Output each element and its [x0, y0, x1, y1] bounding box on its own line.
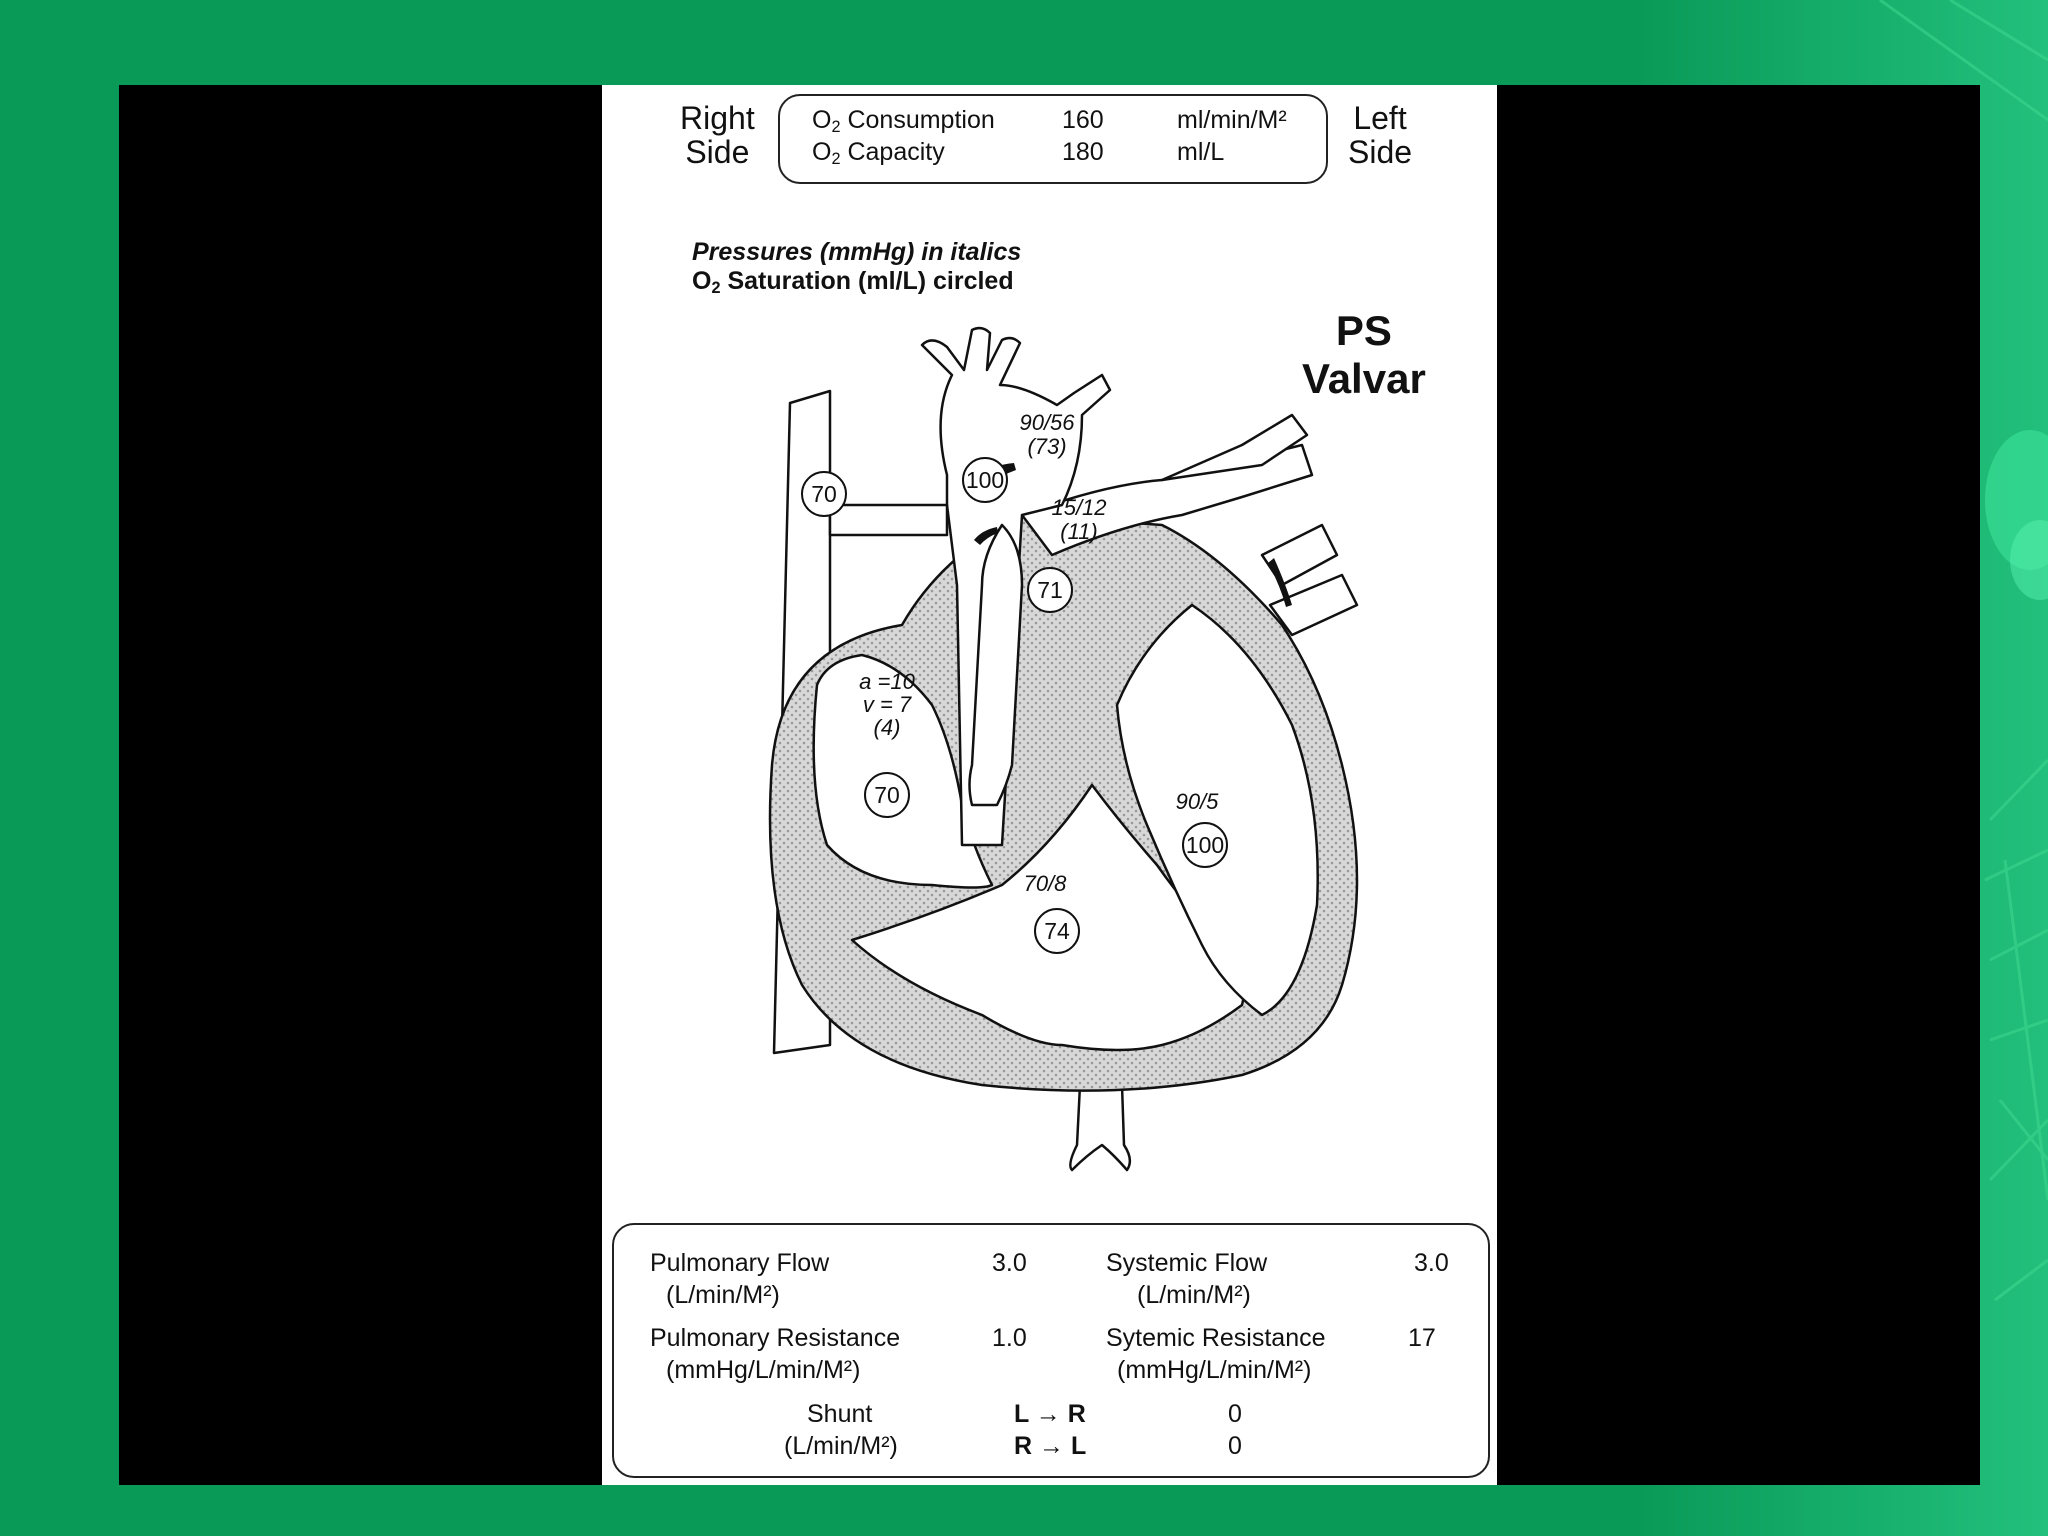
shunt-rl-value: 0	[1228, 1432, 1242, 1460]
sat-lv: 100	[1185, 832, 1225, 858]
pressure-pa: 15/12	[1051, 495, 1107, 520]
saturation-legend-sub: 2	[711, 279, 721, 298]
shunt-label: Shunt	[807, 1400, 873, 1428]
shunt-unit: (L/min/M²)	[784, 1432, 898, 1460]
pressure-aorta-mean: (73)	[1027, 434, 1067, 459]
pulmonary-flow-label: Pulmonary Flow	[650, 1249, 830, 1277]
saturation-legend-text: Saturation (ml/L) circled	[727, 267, 1014, 295]
o2-consumption-unit: ml/min/M²	[1177, 106, 1287, 134]
left-side-line1: Left	[1353, 100, 1407, 136]
o2-consumption-text: Consumption	[847, 106, 995, 134]
systemic-resistance-label: Sytemic Resistance	[1106, 1324, 1326, 1352]
pulmonary-flow-unit: (L/min/M²)	[666, 1281, 780, 1309]
o2-capacity-sub: 2	[831, 150, 841, 169]
diagram-panel	[602, 85, 1497, 1485]
pulmonary-resistance-value: 1.0	[992, 1324, 1027, 1352]
o2-capacity-unit: ml/L	[1177, 138, 1225, 166]
sat-ra: 70	[874, 782, 900, 808]
descending-aorta	[1070, 1085, 1130, 1170]
pulmonary-resistance-unit: (mmHg/L/min/M²)	[666, 1356, 861, 1384]
pressure-pa-mean: (11)	[1060, 519, 1098, 544]
pressure-rv: 70/8	[1023, 871, 1067, 896]
systemic-resistance-value: 17	[1408, 1324, 1436, 1352]
shunt-rl-label: R → L	[1014, 1432, 1087, 1460]
right-side-line1: Right	[680, 100, 755, 136]
pulmonary-flow-value: 3.0	[992, 1249, 1027, 1277]
o2-consumption-sub: 2	[831, 118, 841, 137]
heart-diagram	[602, 85, 1497, 1215]
sat-svc: 70	[811, 481, 837, 507]
pressure-ra-mean: (4)	[873, 715, 901, 740]
right-side-line2: Side	[685, 134, 750, 170]
o2-consumption-value: 160	[1062, 106, 1104, 134]
systemic-flow-label: Systemic Flow	[1106, 1249, 1268, 1277]
pressure-ra-v: v = 7	[862, 692, 912, 717]
svc-branch	[830, 505, 947, 535]
o2-capacity-o: O	[812, 138, 832, 166]
sat-pa: 71	[1037, 577, 1063, 603]
systemic-flow-unit: (L/min/M²)	[1137, 1281, 1251, 1309]
sat-aorta: 100	[965, 467, 1005, 493]
pulmonary-resistance-label: Pulmonary Resistance	[650, 1324, 901, 1352]
o2-capacity-value: 180	[1062, 138, 1104, 166]
systemic-resistance-unit: (mmHg/L/min/M²)	[1117, 1356, 1312, 1384]
pressure-lv: 90/5	[1175, 789, 1219, 814]
o2-consumption-o: O	[812, 106, 832, 134]
pressure-ra-a: a =10	[859, 669, 915, 694]
title-line1: PS	[1335, 307, 1392, 354]
o2-capacity-text: Capacity	[847, 138, 945, 166]
title-line2: Valvar	[1302, 355, 1426, 402]
shunt-lr-label: L → R	[1014, 1400, 1086, 1428]
saturation-legend-o: O	[692, 267, 712, 295]
pressures-legend: Pressures (mmHg) in italics	[692, 238, 1022, 266]
left-side-line2: Side	[1348, 134, 1413, 170]
systemic-flow-value: 3.0	[1414, 1249, 1449, 1277]
pressure-aorta: 90/56	[1019, 410, 1075, 435]
shunt-lr-value: 0	[1228, 1400, 1242, 1428]
sat-rv: 74	[1044, 918, 1070, 944]
